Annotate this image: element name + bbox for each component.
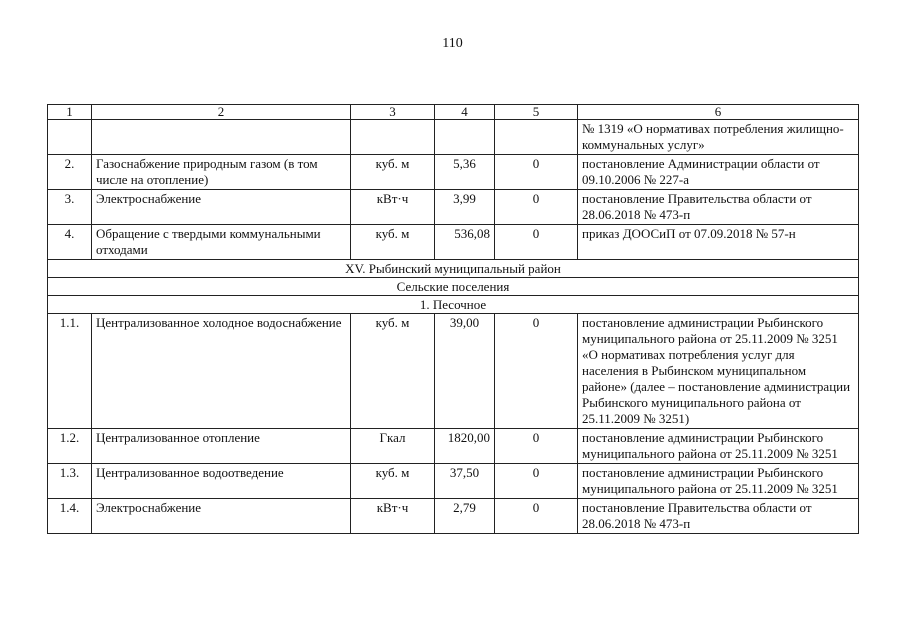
column-5-value: 0	[495, 155, 578, 190]
unit: куб. м	[351, 225, 435, 260]
section-header-row	[48, 278, 859, 296]
page-number: 110	[442, 36, 463, 51]
norm-value: 1820,00	[435, 429, 495, 464]
unit: куб. м	[351, 314, 435, 429]
table-row	[48, 120, 859, 155]
legal-document: постановление Администрации области от 09.10.2006 № 227-а	[578, 155, 859, 190]
unit: кВт·ч	[351, 190, 435, 225]
district-header: XV. Рыбинский муниципальный район	[48, 260, 859, 278]
row-number: 2.	[48, 155, 92, 190]
norms-table	[47, 104, 859, 534]
unit	[351, 120, 435, 155]
table-row	[48, 464, 859, 499]
column-5-value: 0	[495, 225, 578, 260]
unit: кВт·ч	[351, 499, 435, 534]
column-5-value: 0	[495, 429, 578, 464]
column-header: 6	[578, 105, 859, 120]
table-row	[48, 225, 859, 260]
unit: куб. м	[351, 155, 435, 190]
row-number: 1.2.	[48, 429, 92, 464]
table-row	[48, 314, 859, 429]
settlement-header: 1. Песочное	[48, 296, 859, 314]
norm-value: 39,00	[435, 314, 495, 429]
column-5-value: 0	[495, 190, 578, 225]
column-header: 4	[435, 105, 495, 120]
service-name: Обращение с твердыми коммунальными отходами	[92, 225, 351, 260]
column-header: 2	[92, 105, 351, 120]
norm-value	[435, 120, 495, 155]
row-number: 4.	[48, 225, 92, 260]
section-header-row	[48, 296, 859, 314]
norm-value: 3,99	[435, 190, 495, 225]
norm-value: 37,50	[435, 464, 495, 499]
row-number: 1.4.	[48, 499, 92, 534]
service-name: Централизованное холодное водоснабжение	[92, 314, 351, 429]
legal-document: постановление администрации Рыбинского муниципального района от 25.11.2009 № 3251	[578, 464, 859, 499]
service-name: Централизованное водоотведение	[92, 464, 351, 499]
column-5-value	[495, 120, 578, 155]
table-row	[48, 499, 859, 534]
service-name: Централизованное отопление	[92, 429, 351, 464]
norm-value: 2,79	[435, 499, 495, 534]
column-5-value: 0	[495, 314, 578, 429]
legal-document: постановление администрации Рыбинского муниципального района от 25.11.2009 № 3251	[578, 429, 859, 464]
service-name: Электроснабжение	[92, 499, 351, 534]
norm-value: 536,08	[435, 225, 495, 260]
service-name: Электроснабжение	[92, 190, 351, 225]
service-name	[92, 120, 351, 155]
row-number: 1.3.	[48, 464, 92, 499]
unit: Гкал	[351, 429, 435, 464]
legal-document: приказ ДООСиП от 07.09.2018 № 57-н	[578, 225, 859, 260]
settlements-header: Сельские поселения	[48, 278, 859, 296]
column-header: 1	[48, 105, 92, 120]
legal-document: № 1319 «О нормативах потребления жилищно-коммунальных услуг»	[578, 120, 859, 155]
norm-value: 5,36	[435, 155, 495, 190]
section-header-row	[48, 260, 859, 278]
row-number	[48, 120, 92, 155]
table-row	[48, 155, 859, 190]
table-row	[48, 429, 859, 464]
row-number: 3.	[48, 190, 92, 225]
column-header: 3	[351, 105, 435, 120]
column-header: 5	[495, 105, 578, 120]
unit: куб. м	[351, 464, 435, 499]
row-number: 1.1.	[48, 314, 92, 429]
legal-document: постановление Правительства области от 28.06.2018 № 473-п	[578, 190, 859, 225]
legal-document: постановление Правительства области от 28.06.2018 № 473-п	[578, 499, 859, 534]
table-row	[48, 190, 859, 225]
column-5-value: 0	[495, 499, 578, 534]
service-name: Газоснабжение природным газом (в том числе на отопление)	[92, 155, 351, 190]
legal-document: постановление администрации Рыбинского муниципального района от 25.11.2009 № 3251 «О нормативах потребления услуг для населения в Рыбинском муниципальном районе» (далее – постановление администрации Рыбинского муниципального района от 25.11.2009 № 3251)	[578, 314, 859, 429]
column-number-row	[48, 105, 859, 120]
column-5-value: 0	[495, 464, 578, 499]
